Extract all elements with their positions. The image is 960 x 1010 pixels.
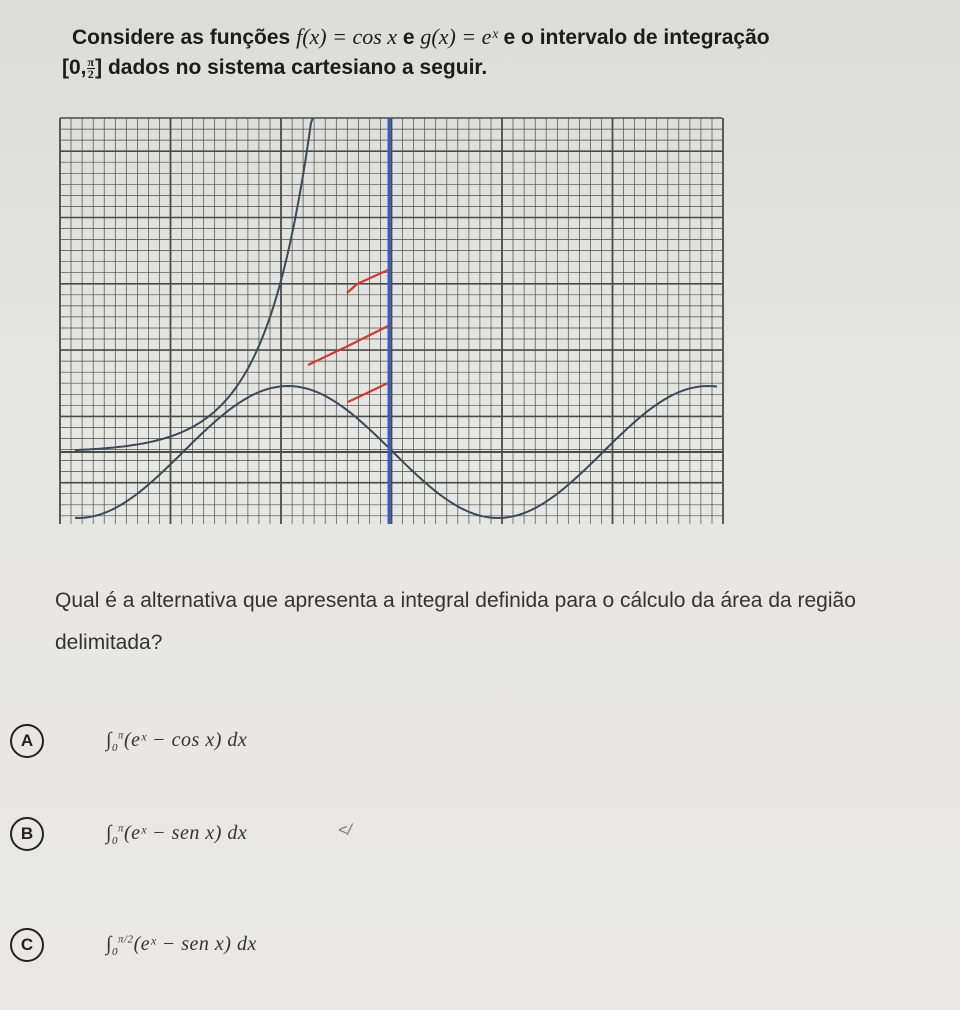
interval: [0, $\frac{\pi}{2}$ ] <box>62 54 103 81</box>
option-c-letter[interactable]: C <box>10 928 44 962</box>
shade-stroke <box>347 284 357 293</box>
region-shading-marks <box>308 270 388 402</box>
option-c-expression: $\int_0^{\pi/2}(eˣ$ − sen x) dx <box>106 932 257 958</box>
option-c[interactable] <box>10 928 257 962</box>
shade-stroke <box>348 383 388 402</box>
option-b[interactable] <box>10 817 247 851</box>
option-b-expression: $\int_0^\pi(eˣ$ − sen x) dx <box>106 821 248 847</box>
option-a[interactable] <box>10 724 247 758</box>
option-a-letter[interactable]: A <box>10 724 44 758</box>
option-b-letter[interactable]: B <box>10 817 44 851</box>
shade-stroke <box>350 326 388 345</box>
statement-text-3: dados no sistema cartesiano a seguir. <box>107 56 488 79</box>
statement-text: Considere as funções <box>72 26 291 49</box>
function-f: f(x) = cos x <box>296 24 398 49</box>
statement-text-2: e o intervalo de integração <box>503 26 770 49</box>
handwritten-check-mark: </ <box>338 822 352 839</box>
shade-stroke <box>357 270 388 284</box>
question-text: Qual é a alternativa que apresenta a integral definida para o cálculo da área da região delimitada? <box>55 589 856 654</box>
graph-grid <box>60 118 723 524</box>
function-g: g(x) = eˣ <box>420 24 498 49</box>
option-a-expression: $\int_0^\pi(eˣ - \cos x)$ dx <box>106 728 248 754</box>
statement-conjunction: e <box>402 26 415 49</box>
